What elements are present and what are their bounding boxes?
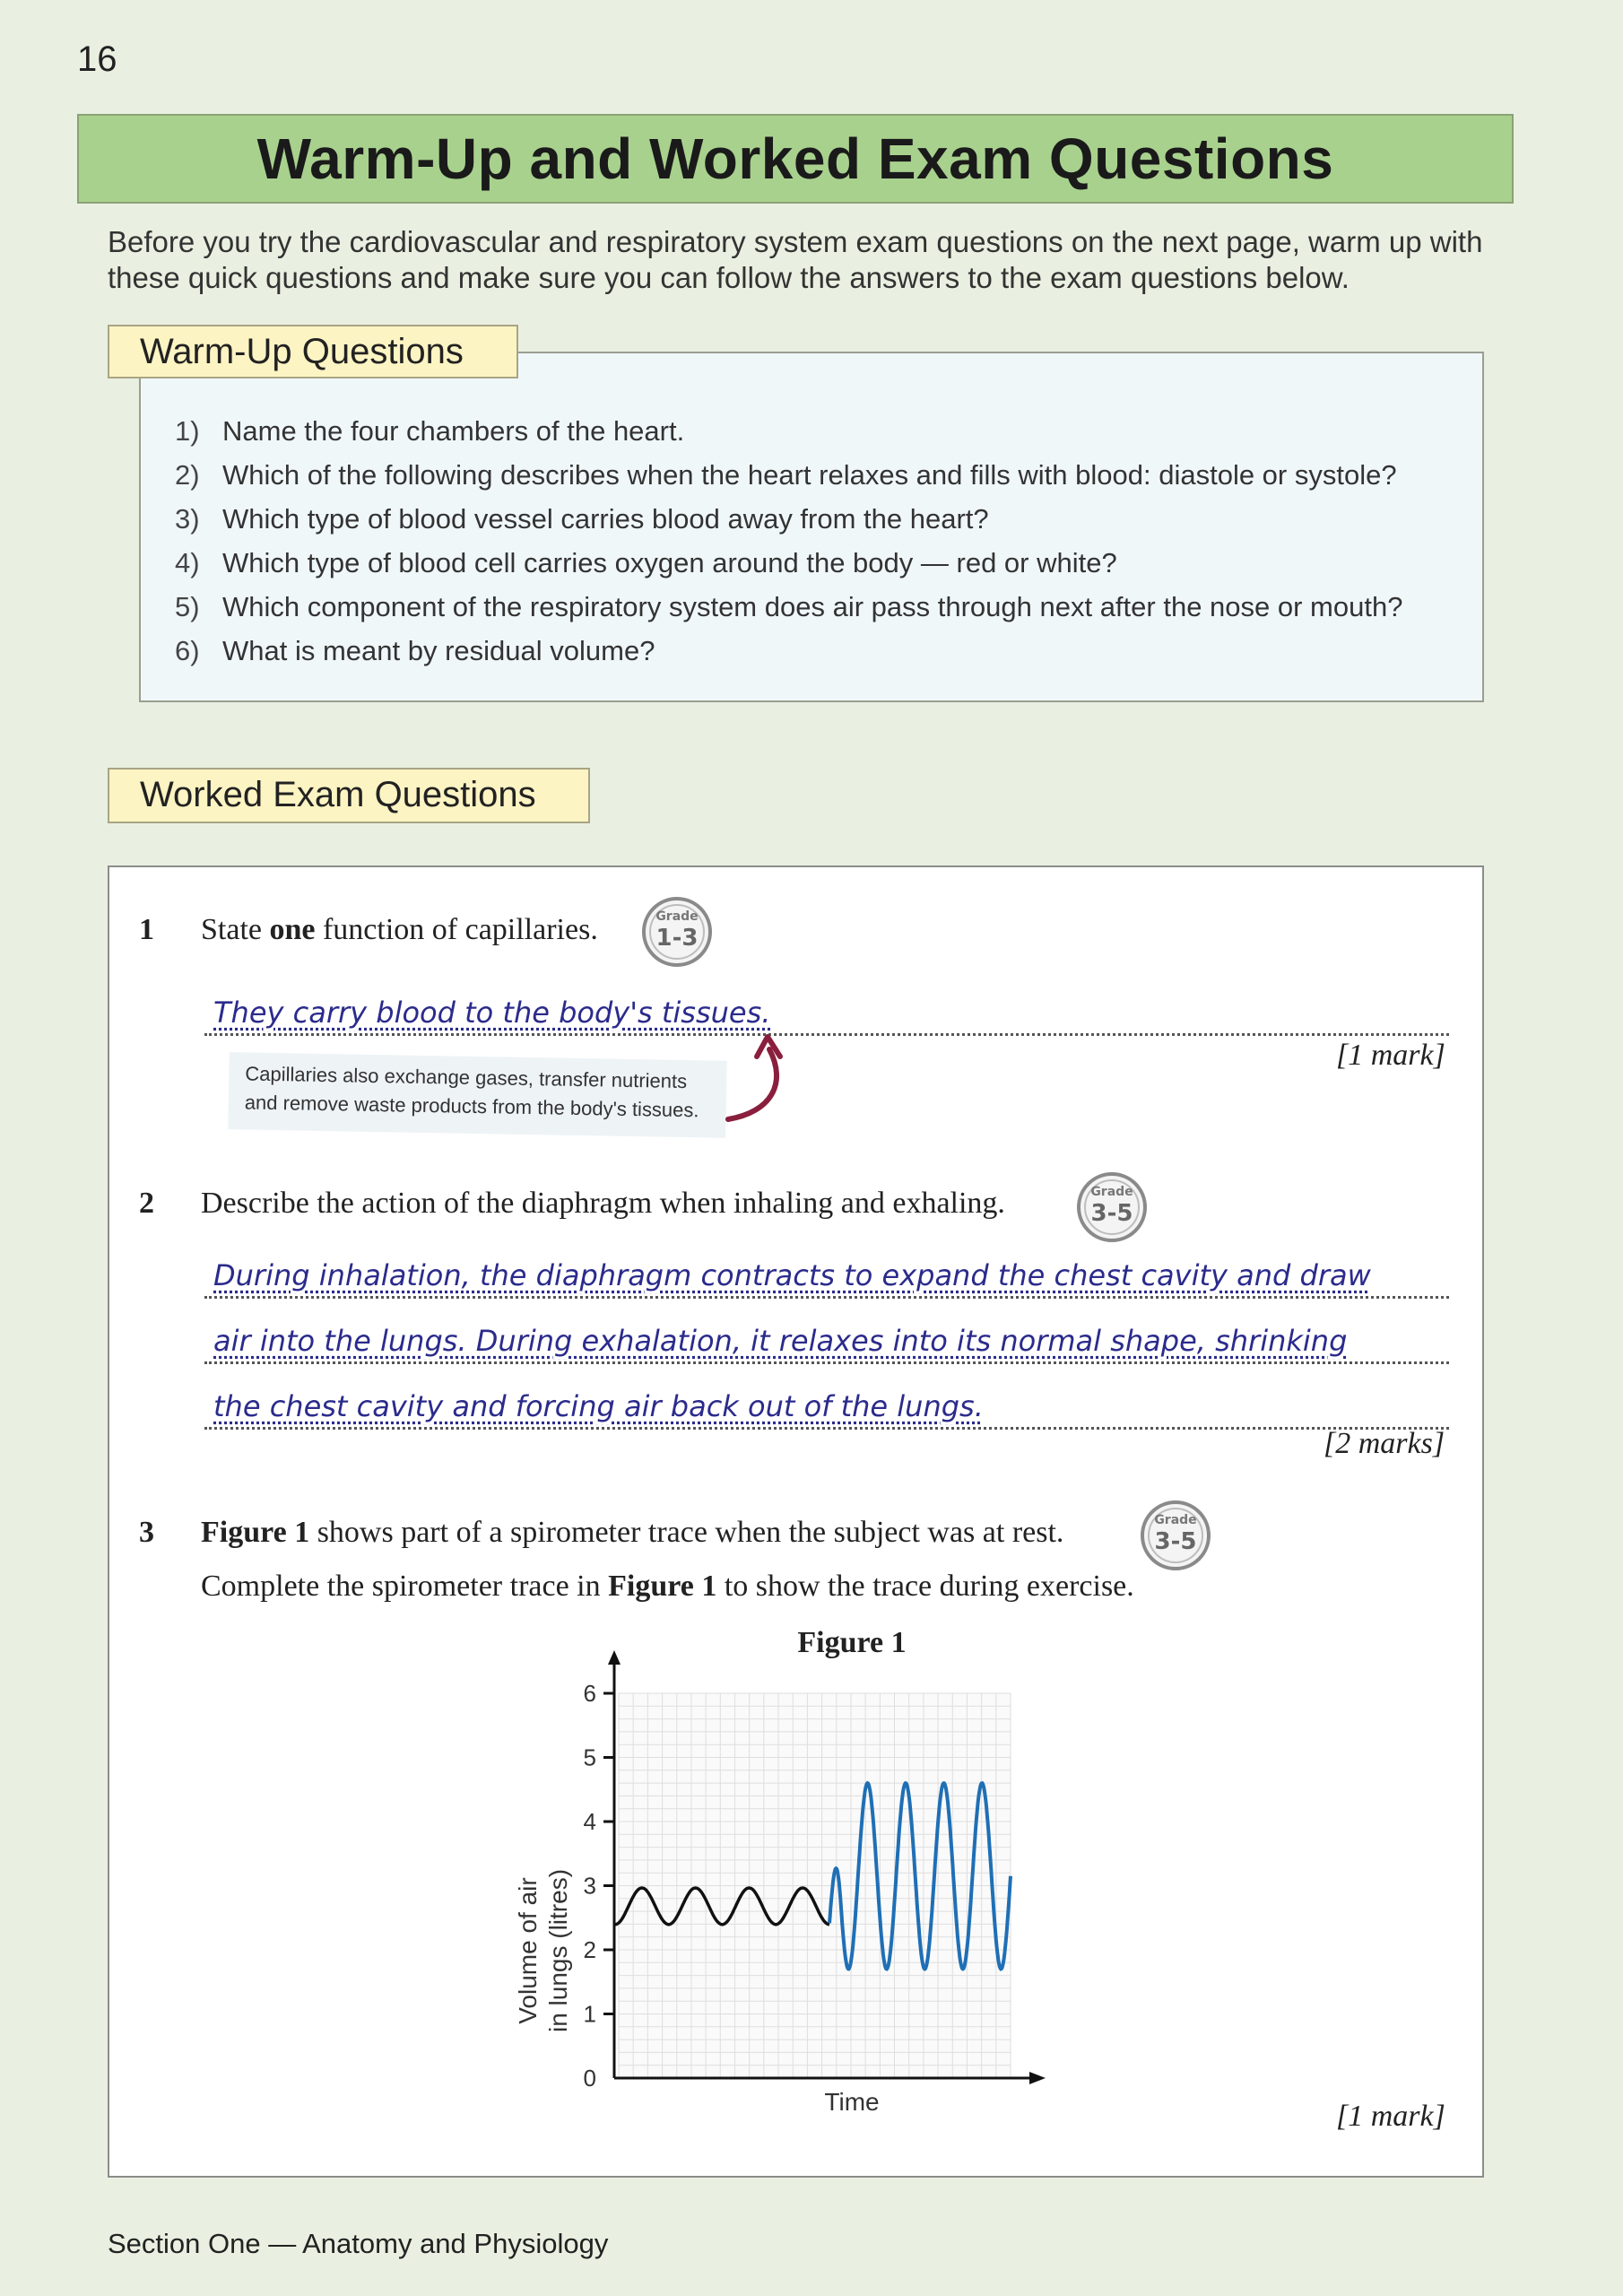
q2-answer-line-1: During inhalation, the diaphragm contracts to expand the chest cavity and draw (213, 1258, 1371, 1292)
warmup-item (175, 585, 1402, 629)
q3-line2-after: to show the trace during exercise. (716, 1570, 1134, 1603)
warmup-item (175, 497, 1402, 541)
q3-figure-ref: Figure 1 (201, 1516, 310, 1549)
worked-label: Worked Exam Questions (108, 768, 590, 823)
y-tick-label: 5 (583, 1744, 596, 1771)
page-title: Warm-Up and Worked Exam Questions (256, 126, 1334, 191)
y-axis-label (514, 1869, 572, 2032)
y-tick-label: 3 (583, 1872, 596, 1900)
warmup-item (175, 453, 1402, 497)
q1-text-before: State (201, 913, 270, 946)
note-line-2: and remove waste products from the body's tissues. (244, 1091, 699, 1122)
q1-answer: They carry blood to the body's tissues. (213, 996, 771, 1030)
x-axis-arrow-icon (1029, 2072, 1046, 2084)
y-tick-label: 1 (583, 2000, 596, 2028)
item-text: Which of the following describes when the heart relaxes and fills with blood: diastole or systole? (222, 459, 1397, 491)
grade-value: 1-3 (655, 925, 699, 952)
y-axis-label-line-1: Volume of air (514, 1877, 542, 2024)
y-tick-label: 2 (583, 1936, 596, 1963)
warmup-item (175, 541, 1402, 585)
y-tick-label: 0 (583, 2065, 596, 2092)
item-text: Name the four chambers of the heart. (222, 415, 685, 447)
warmup-item (175, 629, 1402, 673)
title-banner (77, 114, 1514, 204)
answer-note (228, 1052, 726, 1138)
grade-word: Grade (1090, 1185, 1133, 1199)
question-3-number: 3 (139, 1516, 154, 1549)
y-axis-arrow-icon (608, 1650, 621, 1665)
item-number: 6) (175, 635, 200, 666)
item-text: Which component of the respiratory system does air pass through next after the nose or mouth? (222, 591, 1403, 622)
q1-text-bold: one (269, 913, 316, 946)
y-tick-label: 4 (583, 1808, 596, 1835)
x-axis-label: Time (824, 2088, 880, 2116)
grade-word: Grade (1154, 1513, 1197, 1527)
warmup-label: Warm-Up Questions (108, 325, 518, 378)
page-number: 16 (77, 39, 117, 79)
grade-word: Grade (655, 909, 699, 924)
question-2-text: Describe the action of the diaphragm when inhaling and exhaling. (201, 1187, 1005, 1220)
item-number: 4) (175, 547, 200, 578)
item-number: 1) (175, 415, 200, 447)
question-1-number: 1 (139, 913, 154, 946)
question-3-text-line-2 (201, 1570, 1134, 1604)
chart-grid (619, 1693, 1011, 2078)
item-text: What is meant by residual volume? (222, 635, 655, 666)
question-1-text (201, 913, 598, 947)
warmup-box (139, 352, 1484, 702)
q2-answer-line-2: air into the lungs. During exhalation, it relaxes into its normal shape, shrinking (213, 1324, 1348, 1358)
q3-marks: [1 mark] (1336, 2100, 1445, 2133)
chart-title: Figure 1 (797, 1626, 907, 1659)
y-ticks (584, 1680, 614, 2092)
q1-marks: [1 mark] (1336, 1039, 1445, 1072)
item-number: 2) (175, 459, 200, 491)
item-number: 5) (175, 591, 200, 622)
question-2-number: 2 (139, 1187, 154, 1220)
question-3-text-line-1 (201, 1516, 1063, 1550)
grade-badge-icon (641, 896, 713, 968)
warmup-list (175, 409, 1402, 673)
intro-text: Before you try the cardiovascular and respiratory system exam questions on the next page, warm up with these quick questions and make sure you can follow the answers to the exam questions below. (108, 225, 1483, 294)
grade-value: 3-5 (1154, 1528, 1197, 1555)
q2-marks: [2 marks] (1324, 1427, 1445, 1460)
grade-badge-icon (1076, 1171, 1148, 1243)
y-tick-label: 6 (583, 1680, 596, 1707)
curved-arrow-icon (717, 1030, 798, 1128)
spirometer-chart (493, 1614, 1103, 2126)
warmup-item (175, 409, 1402, 453)
q3-line2-before: Complete the spirometer trace in (201, 1570, 609, 1603)
q3-figure-ref-2: Figure 1 (608, 1570, 717, 1603)
item-text: Which type of blood cell carries oxygen around the body — red or white? (222, 547, 1117, 578)
q3-line1-rest: shows part of a spirometer trace when the subject was at rest. (309, 1516, 1064, 1549)
grade-badge-icon (1140, 1500, 1211, 1571)
q1-text-after: function of capillaries. (315, 913, 598, 946)
grade-value: 3-5 (1090, 1200, 1133, 1227)
item-number: 3) (175, 503, 200, 535)
footer-section-label: Section One — Anatomy and Physiology (108, 2228, 609, 2259)
note-line-1: Capillaries also exchange gases, transfer nutrients (245, 1062, 688, 1093)
q2-answer-line-3: the chest cavity and forcing air back out of the lungs. (213, 1389, 984, 1423)
item-text: Which type of blood vessel carries blood away from the heart? (222, 503, 989, 535)
y-axis-label-line-2: in lungs (litres) (544, 1868, 572, 2033)
